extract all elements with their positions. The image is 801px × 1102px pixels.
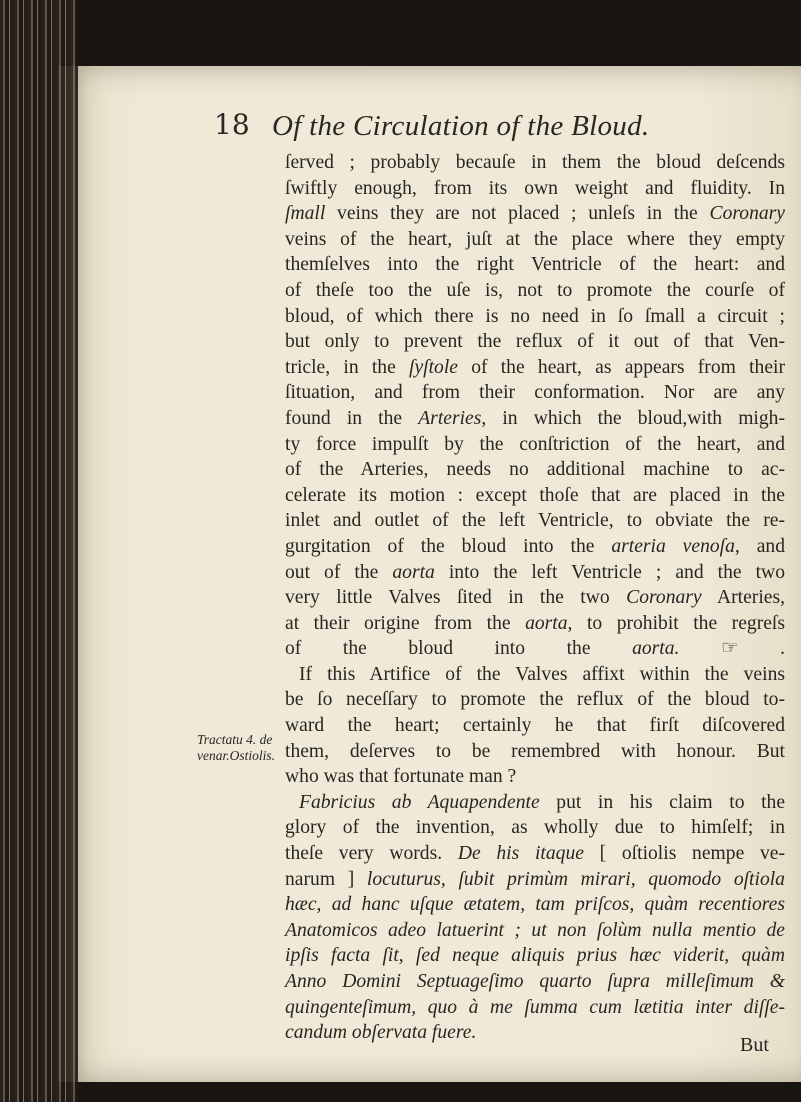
italic-segment: ſyſtole <box>409 356 458 378</box>
text-line <box>285 1020 785 1046</box>
text-line <box>285 534 785 560</box>
italic-segment: De his itaque <box>457 843 584 865</box>
margin-note-line: Tractatu 4. de <box>197 732 273 747</box>
roman-segment: , and <box>734 535 785 557</box>
page-header <box>0 108 801 148</box>
text-line: If this Artifice of the Valves affixt within the veins <box>299 663 785 685</box>
italic-segment: arteria venoſa <box>611 535 735 557</box>
text-line: them, deſerves to be remembred with honour. But <box>285 740 785 762</box>
text-line: celerate its motion : except thoſe that are placed in the <box>285 484 785 506</box>
text-line: themſelves into the right Ventricle of the heart: and <box>285 254 785 276</box>
italic-segment: Coronary <box>626 587 702 609</box>
italic-segment: quingenteſimum, quo à me ſumma cum lætitia inter diſſe- <box>285 996 785 1018</box>
italic-segment: aorta <box>392 561 435 583</box>
text-line <box>285 636 785 662</box>
page-number: 18 <box>214 108 250 141</box>
italic-segment: candum obſervata fuere. <box>285 1022 477 1044</box>
text-line: be ſo neceſſary to promote the reflux of the bloud to- <box>285 689 785 711</box>
text-line <box>285 969 785 995</box>
text-line <box>285 892 785 918</box>
roman-segment: found in the <box>285 407 419 429</box>
italic-segment: Coronary <box>709 203 785 225</box>
text-line <box>285 867 785 893</box>
text-line <box>285 995 785 1021</box>
text-line <box>285 943 785 969</box>
text-line <box>285 841 785 867</box>
italic-segment: ipſis facta ſit, ſed neque aliquis prius hæc viderit, quàm <box>285 945 785 967</box>
text-line: who was that fortunate man ? <box>285 766 517 788</box>
roman-segment: of the bloud into the <box>285 638 633 660</box>
roman-segment: gurgitation of the bloud into the <box>285 535 612 557</box>
text-line <box>285 918 785 944</box>
text-line: but only to prevent the reflux of it out of that Ven- <box>285 331 785 353</box>
roman-segment: , in which the bloud,with migh- <box>481 407 785 429</box>
italic-segment: Arteries <box>418 407 482 429</box>
italic-segment: hæc, ad hanc uſque ætatem, tam priſcos, quàm recentiores <box>285 894 785 916</box>
catchword: But <box>740 1034 769 1056</box>
roman-segment: put in his claim to the <box>539 791 786 813</box>
roman-segment: veins they are not placed ; unleſs in the <box>325 203 710 225</box>
italic-segment: aorta. <box>632 638 680 660</box>
italic-segment: Fabricius ab Aquapendente <box>299 791 540 813</box>
text-line: ty force impulſt by the conſtriction of the heart, and <box>285 433 785 455</box>
roman-segment: of the heart, as appears from their <box>457 356 785 378</box>
roman-segment: at their origine from the <box>285 612 526 634</box>
text-line <box>285 585 785 611</box>
roman-segment: tricle, in the <box>285 356 409 378</box>
text-line: ſerved ; probably becauſe in them the bloud deſcends <box>285 152 785 173</box>
italic-segment: ſmall <box>285 203 326 225</box>
text-line <box>285 406 785 432</box>
text-line <box>285 790 785 816</box>
text-line: inlet and outlet of the left Ventricle, to obviate the re- <box>285 510 785 532</box>
text-line: ſituation, and from their conformation. Nor are any <box>285 382 785 404</box>
body-text <box>285 150 785 1046</box>
margin-note-line: venar.Ostiolis. <box>197 748 276 763</box>
text-line: of the Arteries, needs no additional machine to ac- <box>285 459 785 481</box>
text-line <box>285 560 785 586</box>
text-line: ſwiftly enough, from its own weight and fluidity. In <box>285 177 785 199</box>
book-binding <box>0 0 78 1102</box>
text-line: glory of the invention, as wholly due to himſelf; in <box>285 817 785 839</box>
roman-segment: Arteries, <box>701 587 785 609</box>
italic-segment: Anno Domini Septuageſimo quarto ſupra milleſimum & <box>285 971 785 992</box>
text-line <box>285 355 785 381</box>
roman-segment: out of the <box>285 561 393 583</box>
text-line: of theſe too the uſe is, not to promote the courſe of <box>285 279 785 301</box>
italic-segment: aorta <box>525 612 568 634</box>
roman-segment: into the left Ventricle ; and the two <box>434 561 785 583</box>
roman-segment: narum ] <box>285 868 367 890</box>
roman-segment: [ oſtiolis nempe ve- <box>583 843 785 865</box>
text-line <box>285 611 785 637</box>
text-line: veins of the heart, juſt at the place where they empty <box>285 228 785 250</box>
text-line <box>285 201 785 227</box>
italic-segment: locuturus, ſubit primùm mirari, quomodo oſtiola <box>366 868 785 890</box>
roman-segment: theſe very words. <box>285 843 458 865</box>
roman-segment: , to prohibit the regreſs <box>567 612 785 634</box>
roman-segment: very little Valves ſited in the two <box>285 587 627 609</box>
text-line: ward the heart; certainly he that firſt diſcovered <box>285 715 785 737</box>
margin-note <box>197 732 287 764</box>
text-line: bloud, of which there is no need in ſo ſmall a circuit ; <box>285 305 785 327</box>
roman-segment: ☞ . <box>679 638 785 660</box>
running-title: Of the Circulation of the Bloud. <box>272 110 650 142</box>
italic-segment: Anatomicos adeo latuerint ; ut non ſolùm nulla mentio de <box>285 919 785 941</box>
